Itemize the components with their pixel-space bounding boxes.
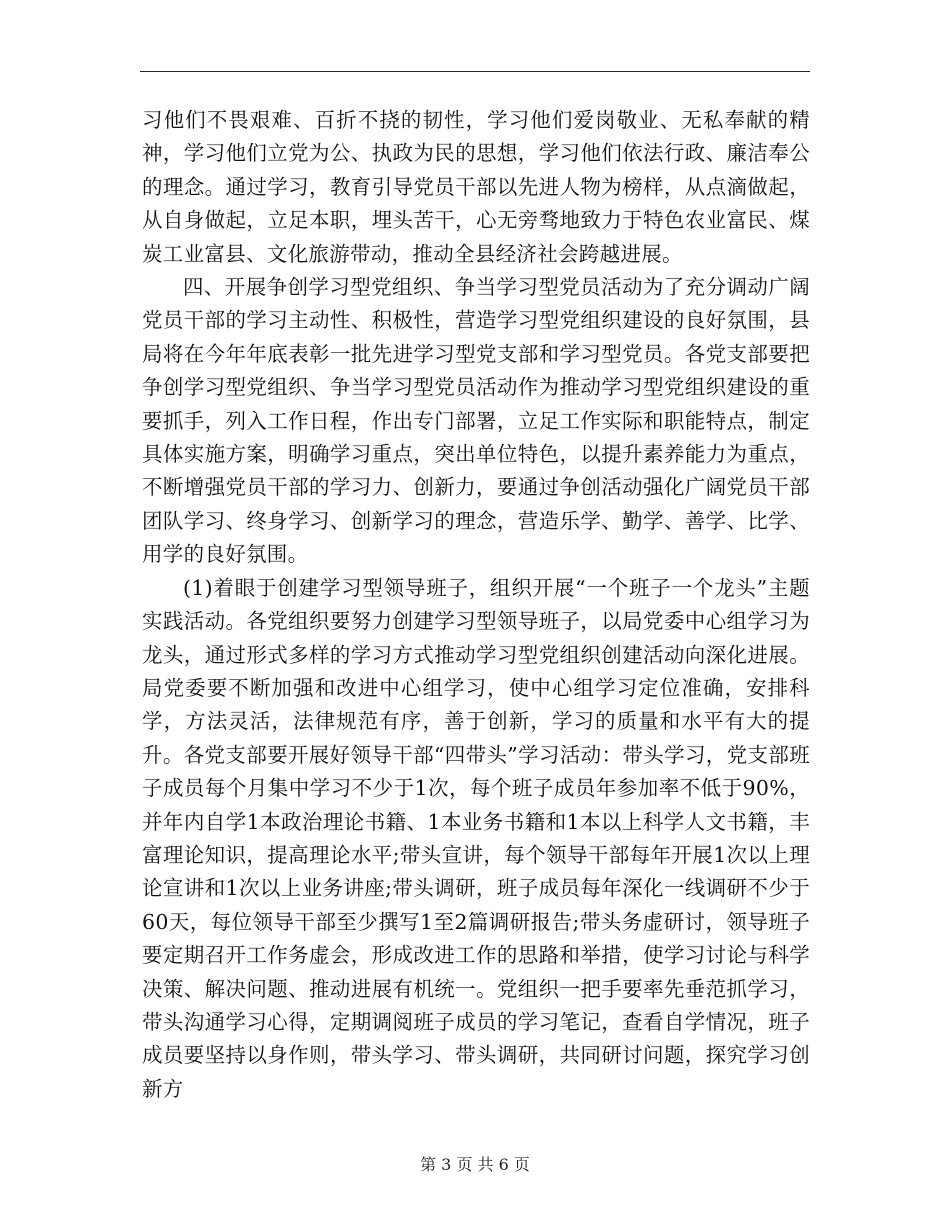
header-rule <box>140 71 810 72</box>
paragraph-3: (1)着眼于创建学习型领导班子，组织开展“一个班子一个龙头”主题实践活动。各党组织要努力创建学习型领导班子，以局党委中心组学习为龙头，通过形式多样的学习方式推动学习型党组织创建活动向深化进展。局党委要不断加强和改进中心组学习，使中心组学习定位准确，安排科学，方法灵活，法律规范有序，善于创新，学习的质量和水平有大的提升。各党支部要开展好领导干部“四带头”学习活动：带头学习，党支部班子成员每个月集中学习不少于1次，每个班子成员年参加率不低于90%，并年内自学1本政治理论书籍、1本业务书籍和1本以上科学人文书籍，丰富理论知识，提高理论水平;带头宣讲，每个领导干部每年开展1次以上理论宣讲和1次以上业务讲座;带头调研，班子成员每年深化一线调研不少于60天，每位领导干部至少撰写1至2篇调研报告;带头务虚研讨，领导班子要定期召开工作务虚会，形成改进工作的思路和举措，使学习讨论与科学决策、解决问题、推动进展有机统一。党组织一把手要率先垂范抓学习，带头沟通学习心得，定期调阅班子成员的学习笔记，查看自学情况，班子成员要坚持以身作则，带头学习、带头调研，共同研讨问题，探究学习创新方 <box>142 575 810 1101</box>
paragraph-2: 四、开展争创学习型党组织、争当学习型党员活动为了充分调动广阔党员干部的学习主动性、积极性，营造学习型党组织建设的良好氛围，县局将在今年年底表彰一批先进学习型党支部和学习型党员。各党支部要把争创学习型党组织、争当学习型党员活动作为推动学习型党组织建设的重要抓手，列入工作日程，作出专门部署，立足工作实际和职能特点，制定具体实施方案，明确学习重点，突出单位特色，以提升素养能力为重点，不断增强党员干部的学习力、创新力，要通过争创活动强化广阔党员干部团队学习、终身学习、创新学习的理念，营造乐学、勤学、善学、比学、用学的良好氛围。 <box>142 275 810 567</box>
body-text <box>142 104 810 1106</box>
page-footer: 第 3 页 共 6 页 <box>420 1155 530 1174</box>
paragraph-1: 习他们不畏艰难、百折不挠的韧性，学习他们爱岗敬业、无私奉献的精神，学习他们立党为公、执政为民的思想，学习他们依法行政、廉洁奉公的理念。通过学习，教育引导党员干部以先进人物为榜样，从点滴做起，从自身做起，立足本职，埋头苦干，心无旁骛地致力于特色农业富民、煤炭工业富县、文化旅游带动，推动全县经济社会跨越进展。 <box>142 108 810 266</box>
